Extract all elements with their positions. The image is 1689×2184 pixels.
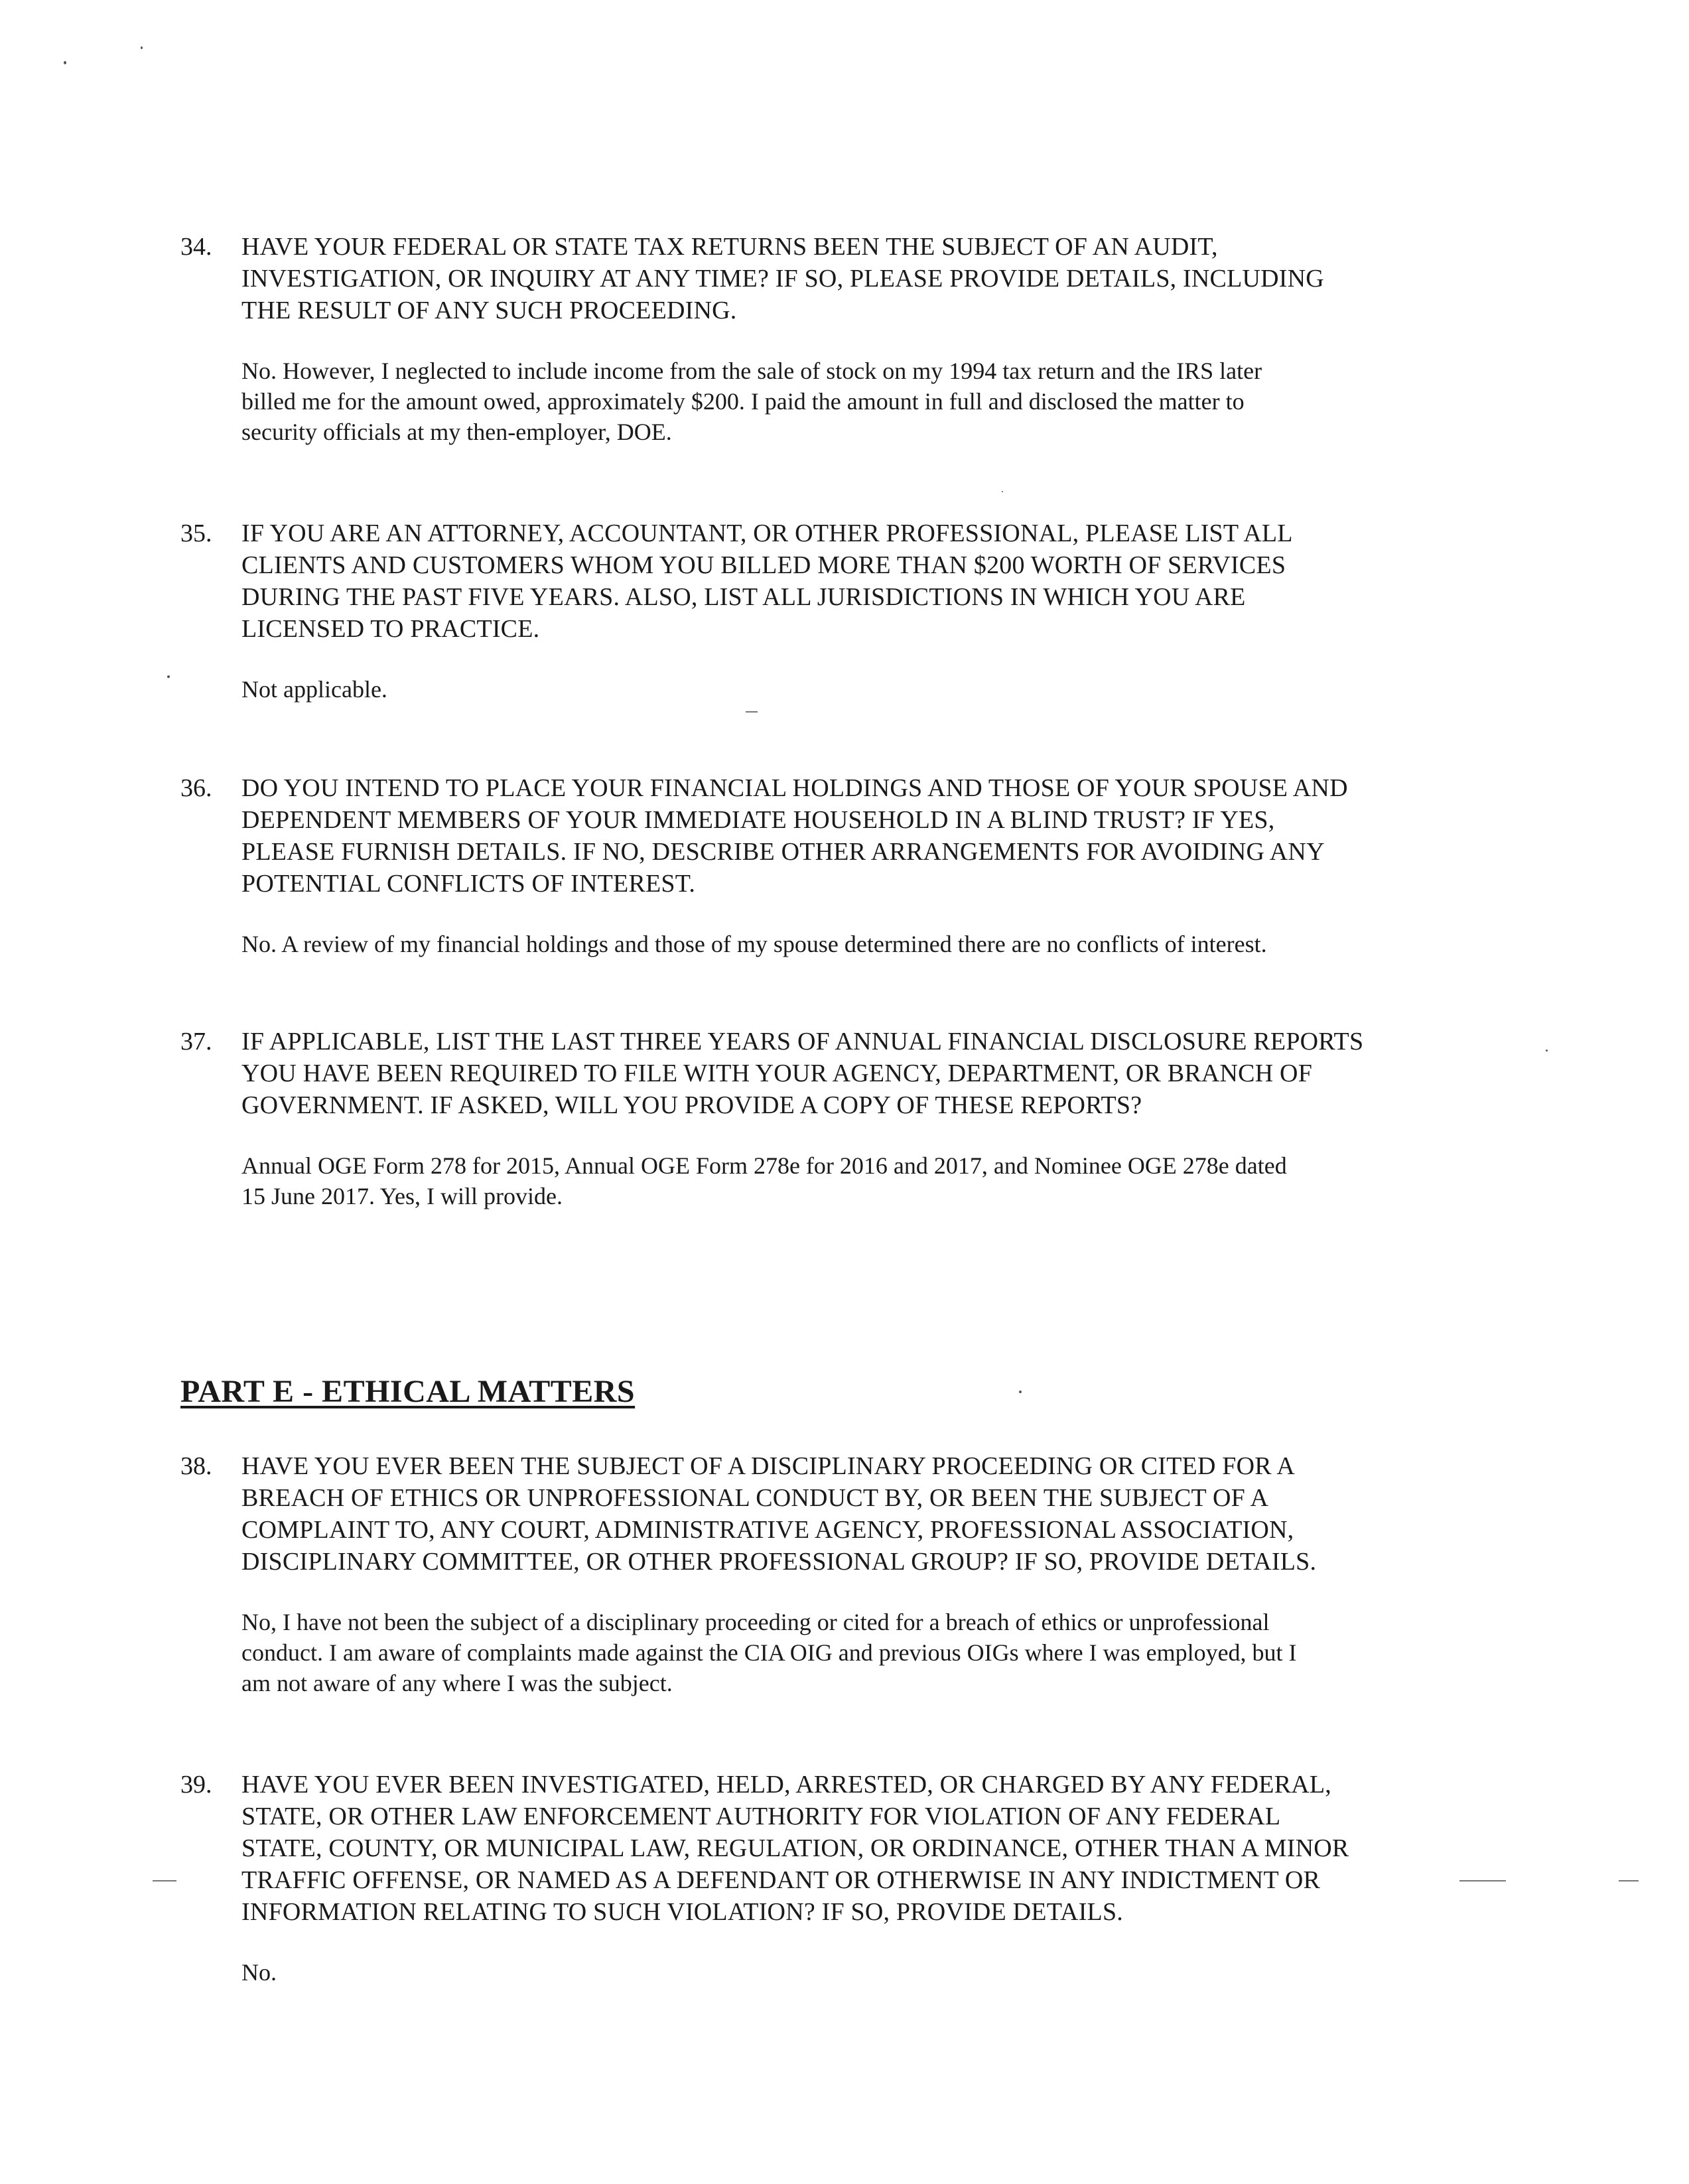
question-text	[241, 1769, 1494, 1928]
answer-line: billed me for the amount owed, approximately $200. I paid the amount in full and disclosed the matter to	[241, 388, 1245, 415]
answer-line: No. However, I neglected to include income from the sale of stock on my 1994 tax return and the IRS later	[241, 358, 1262, 384]
question-line: COMPLAINT TO, ANY COURT, ADMINISTRATIVE AGENCY, PROFESSIONAL ASSOCIATION,	[241, 1516, 1294, 1544]
question-line: THE RESULT OF ANY SUCH PROCEEDING.	[241, 297, 737, 324]
answer-line: am not aware of any where I was the subject.	[241, 1670, 673, 1696]
answer-line: security officials at my then-employer, DOE.	[241, 419, 672, 445]
question-number: 36.	[180, 774, 212, 802]
scan-speck	[167, 675, 170, 678]
question-line: DURING THE PAST FIVE YEARS. ALSO, LIST ALL JURISDICTIONS IN WHICH YOU ARE	[241, 583, 1246, 611]
question-line: TRAFFIC OFFENSE, OR NAMED AS A DEFENDANT OR OTHERWISE IN ANY INDICTMENT OR	[241, 1866, 1321, 1894]
scan-dash	[746, 711, 758, 713]
question-35	[180, 517, 1494, 705]
question-number: 35.	[180, 519, 212, 547]
question-34	[180, 231, 1494, 447]
answer-line: No, I have not been the subject of a disciplinary proceeding or cited for a breach of ethics or unprofessional	[241, 1609, 1270, 1635]
scan-speck	[141, 46, 143, 49]
question-line: HAVE YOU EVER BEEN THE SUBJECT OF A DISCIPLINARY PROCEEDING OR CITED FOR A	[241, 1452, 1296, 1480]
answer-line: Not applicable.	[241, 676, 387, 703]
question-number: 34.	[180, 233, 212, 261]
question-line: STATE, COUNTY, OR MUNICIPAL LAW, REGULATION, OR ORDINANCE, OTHER THAN A MINOR	[241, 1834, 1349, 1862]
answer-text	[241, 674, 1494, 705]
answer-text	[241, 356, 1494, 447]
question-line: PLEASE FURNISH DETAILS. IF NO, DESCRIBE OTHER ARRANGEMENTS FOR AVOIDING ANY	[241, 838, 1325, 866]
question-line: CLIENTS AND CUSTOMERS WHOM YOU BILLED MORE THAN $200 WORTH OF SERVICES	[241, 551, 1286, 579]
question-line: DO YOU INTEND TO PLACE YOUR FINANCIAL HOLDINGS AND THOSE OF YOUR SPOUSE AND	[241, 774, 1348, 802]
question-line: STATE, OR OTHER LAW ENFORCEMENT AUTHORITY FOR VIOLATION OF ANY FEDERAL	[241, 1803, 1281, 1830]
answer-text	[241, 1150, 1494, 1211]
answer-line: 15 June 2017. Yes, I will provide.	[241, 1183, 563, 1209]
question-number: 37.	[180, 1028, 212, 1056]
scan-dash	[153, 1880, 176, 1881]
scan-speck	[1002, 491, 1003, 492]
question-line: GOVERNMENT. IF ASKED, WILL YOU PROVIDE A COPY OF THESE REPORTS?	[241, 1091, 1142, 1119]
scan-speck	[1019, 1391, 1022, 1393]
question-line: LICENSED TO PRACTICE.	[241, 615, 540, 643]
question-39	[180, 1769, 1494, 1988]
scan-speck	[64, 61, 66, 64]
question-line: YOU HAVE BEEN REQUIRED TO FILE WITH YOUR AGENCY, DEPARTMENT, OR BRANCH OF	[241, 1059, 1313, 1087]
scan-speck	[1546, 1050, 1548, 1052]
question-38	[180, 1450, 1494, 1698]
scan-dash	[1619, 1880, 1639, 1881]
question-text	[241, 772, 1494, 900]
question-line: DISCIPLINARY COMMITTEE, OR OTHER PROFESSIONAL GROUP? IF SO, PROVIDE DETAILS.	[241, 1548, 1317, 1576]
answer-line: No.	[241, 1959, 277, 1986]
question-text	[241, 517, 1494, 645]
question-line: IF YOU ARE AN ATTORNEY, ACCOUNTANT, OR OTHER PROFESSIONAL, PLEASE LIST ALL	[241, 519, 1293, 547]
answer-text	[241, 1957, 1494, 1988]
question-line: HAVE YOU EVER BEEN INVESTIGATED, HELD, ARRESTED, OR CHARGED BY ANY FEDERAL,	[241, 1771, 1331, 1799]
question-37	[180, 1026, 1494, 1211]
question-number: 38.	[180, 1452, 212, 1480]
answer-line: Annual OGE Form 278 for 2015, Annual OGE Form 278e for 2016 and 2017, and Nominee OGE 278e dated	[241, 1152, 1287, 1179]
scan-dash	[1459, 1880, 1506, 1881]
section-heading: PART E - ETHICAL MATTERS	[180, 1374, 636, 1409]
answer-text	[241, 1607, 1494, 1698]
question-line: POTENTIAL CONFLICTS OF INTEREST.	[241, 870, 696, 898]
question-text	[241, 231, 1494, 326]
question-line: DEPENDENT MEMBERS OF YOUR IMMEDIATE HOUSEHOLD IN A BLIND TRUST? IF YES,	[241, 806, 1275, 834]
question-line: INVESTIGATION, OR INQUIRY AT ANY TIME? IF SO, PLEASE PROVIDE DETAILS, INCLUDING	[241, 265, 1324, 293]
question-text	[241, 1450, 1494, 1578]
question-line: INFORMATION RELATING TO SUCH VIOLATION? IF SO, PROVIDE DETAILS.	[241, 1898, 1123, 1926]
question-line: BREACH OF ETHICS OR UNPROFESSIONAL CONDUCT BY, OR BEEN THE SUBJECT OF A	[241, 1484, 1269, 1512]
answer-text	[241, 929, 1494, 959]
question-36	[180, 772, 1494, 959]
question-number: 39.	[180, 1771, 212, 1799]
question-text	[241, 1026, 1494, 1121]
answer-line: conduct. I am aware of complaints made against the CIA OIG and previous OIGs where I was employed, but I	[241, 1639, 1297, 1666]
question-line: IF APPLICABLE, LIST THE LAST THREE YEARS OF ANNUAL FINANCIAL DISCLOSURE REPORTS	[241, 1028, 1364, 1056]
answer-line: No. A review of my financial holdings and those of my spouse determined there are no conflicts of interest.	[241, 931, 1267, 957]
question-line: HAVE YOUR FEDERAL OR STATE TAX RETURNS BEEN THE SUBJECT OF AN AUDIT,	[241, 233, 1218, 261]
